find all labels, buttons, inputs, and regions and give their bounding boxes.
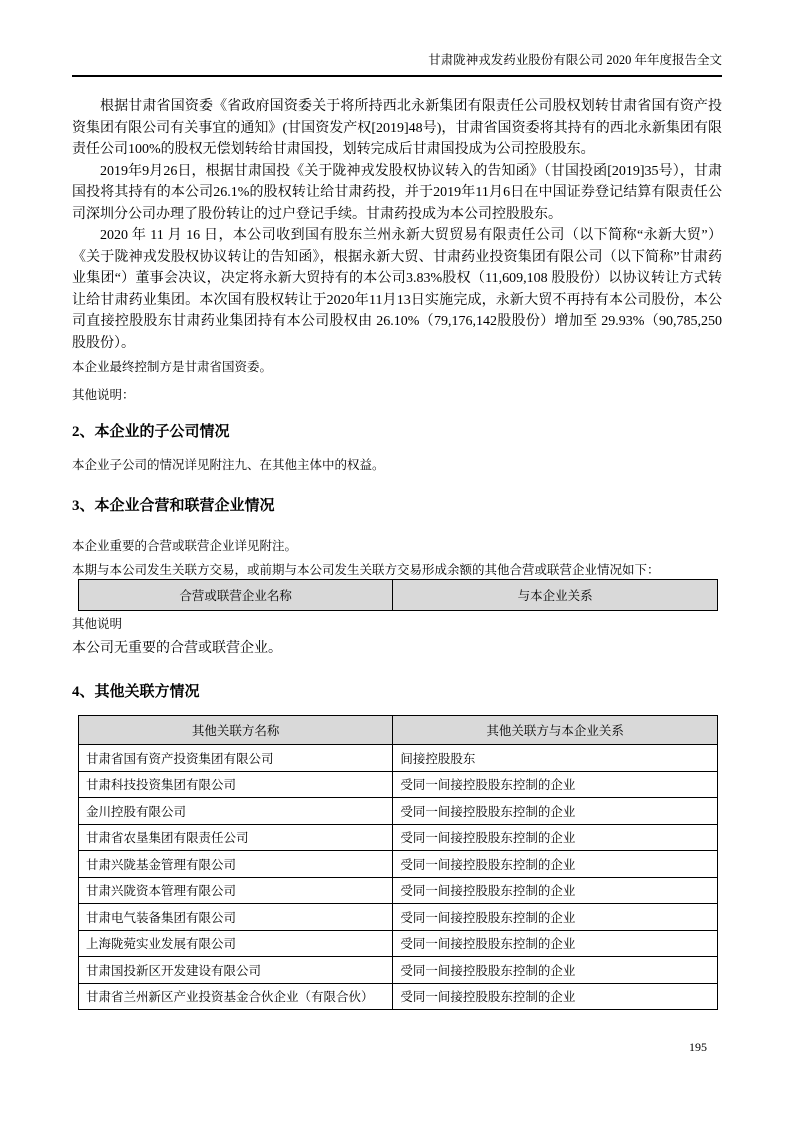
table-cell: 金川控股有限公司 <box>79 798 393 825</box>
section-title-related-parties: 4、其他关联方情况 <box>72 684 200 700</box>
page-content <box>72 96 722 1010</box>
rp-table-header-name: 其他关联方名称 <box>79 716 393 745</box>
paragraph-equity-transfer-2: 2019年9月26日，根据甘肃国投《关于陇神戎发股权协议转入的告知函》（甘国投函[2019]35号），甘肃国投将其持有的本公司26.1%的股权转让给甘肃药投，并于2019年11月6日在中国证券登记结算有限责任公司深圳分公司办理了股份转让的过户登记手续。甘肃药投成为本公司控股股东。 <box>72 163 722 222</box>
table-cell: 受同一间接控股股东控制的企业 <box>393 983 718 1010</box>
table-row <box>79 745 718 772</box>
table-header-row <box>79 580 718 611</box>
ultimate-controller-note: 本企业最终控制方是甘肃省国资委。 <box>72 360 273 374</box>
joint-ventures-text-2: 本期与本公司发生关联方交易，或前期与本公司发生关联方交易形成余额的其他合营或联营企业情况如下： <box>72 563 660 577</box>
table-cell: 间接控股股东 <box>393 745 718 772</box>
table-row <box>79 930 718 957</box>
table-cell: 受同一间接控股股东控制的企业 <box>393 957 718 984</box>
subsidiaries-text: 本企业子公司的情况详见附注九、在其他主体中的权益。 <box>72 458 385 472</box>
table-cell: 受同一间接控股股东控制的企业 <box>393 824 718 851</box>
table-cell: 受同一间接控股股东控制的企业 <box>393 798 718 825</box>
related-parties-table-body <box>79 745 718 1010</box>
table-cell: 受同一间接控股股东控制的企业 <box>393 771 718 798</box>
paragraph-equity-transfer-3: 2020 年 11 月 16 日，本公司收到国有股东兰州永新大贸贸易有限责任公司（以下简称“永新大贸”）《关于陇神戎发股权协议转让的告知函》，根据永新大贸、甘肃药业投资集团有限公司（以下简称”甘肃药业集团“）董事会决议，决定将永新大贸持有的本公司3.83%股权（11,609,108 股股份）以协议转让方式转让给甘肃药业集团。本次国有股权转让于2020年11月13日实施完成，永新大贸不再持有本公司股份，本公司直接控股股东甘肃药业集团持有本公司股权由 26.10%（79,176,142股股份）增加至 29.93%（90,785,250股股份）。 <box>72 228 722 351</box>
related-parties-table <box>78 715 718 1010</box>
table-cell: 甘肃国投新区开发建设有限公司 <box>79 957 393 984</box>
table-cell: 甘肃省兰州新区产业投资基金合伙企业（有限合伙） <box>79 983 393 1010</box>
paragraph-equity-transfer-1: 根据甘肃省国资委《省政府国资委关于将所持西北永新集团有限责任公司股权划转甘肃省国有资产投资集团有限公司有关事宜的通知》(甘国资发产权[2019]48号)，甘肃省国资委将其持有的西北永新集团有限责任公司100%的股权无偿划转给甘肃国投，划转完成后甘肃国投成为公司控股股东。 <box>72 99 722 157</box>
table-row <box>79 824 718 851</box>
table-cell: 甘肃兴陇资本管理有限公司 <box>79 877 393 904</box>
jv-other-note-label: 其他说明 <box>72 617 123 631</box>
table-cell: 受同一间接控股股东控制的企业 <box>393 930 718 957</box>
table-cell: 甘肃兴陇基金管理有限公司 <box>79 851 393 878</box>
table-cell: 甘肃省国有资产投资集团有限公司 <box>79 745 393 772</box>
table-cell: 受同一间接控股股东控制的企业 <box>393 851 718 878</box>
jv-table-header-relation: 与本企业关系 <box>393 580 718 611</box>
table-cell: 甘肃科技投资集团有限公司 <box>79 771 393 798</box>
table-cell: 甘肃电气装备集团有限公司 <box>79 904 393 931</box>
table-row <box>79 957 718 984</box>
document-header: 甘肃陇神戎发药业股份有限公司 2020 年年度报告全文 <box>72 52 722 77</box>
joint-ventures-table <box>78 579 718 611</box>
section-title-joint-ventures: 3、本企业合营和联营企业情况 <box>72 498 275 514</box>
table-row <box>79 851 718 878</box>
table-cell: 上海陇菀实业发展有限公司 <box>79 930 393 957</box>
jv-conclusion-text: 本公司无重要的合营或联营企业。 <box>72 641 282 656</box>
table-row <box>79 904 718 931</box>
table-cell: 甘肃省农垦集团有限责任公司 <box>79 824 393 851</box>
joint-ventures-text-1: 本企业重要的合营或联营企业详见附注。 <box>72 539 298 553</box>
table-cell: 受同一间接控股股东控制的企业 <box>393 904 718 931</box>
other-note-label: 其他说明： <box>72 388 135 402</box>
rp-table-header-relation: 其他关联方与本企业关系 <box>393 716 718 745</box>
table-row <box>79 983 718 1010</box>
section-title-subsidiaries: 2、本企业的子公司情况 <box>72 424 230 440</box>
table-cell: 受同一间接控股股东控制的企业 <box>393 877 718 904</box>
table-header-row <box>79 716 718 745</box>
table-row <box>79 798 718 825</box>
jv-table-header-name: 合营或联营企业名称 <box>79 580 393 611</box>
table-row <box>79 877 718 904</box>
table-row <box>79 771 718 798</box>
page-number: 195 <box>689 1040 707 1054</box>
